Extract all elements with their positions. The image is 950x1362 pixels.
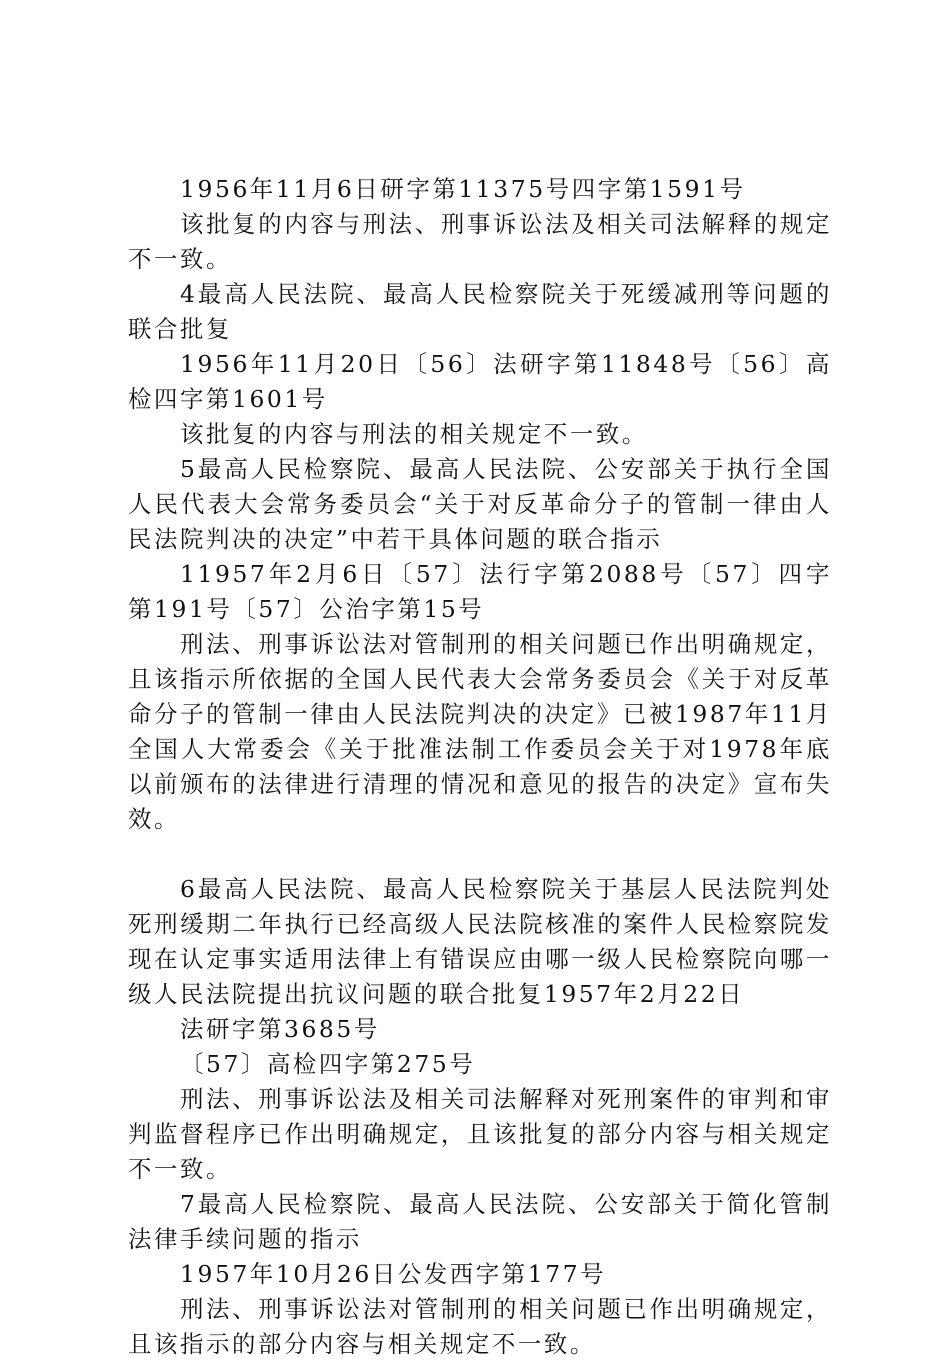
paragraph-document-number-1: 1956年11月6日研字第11375号四字第1591号 xyxy=(180,175,746,203)
paragraph-item-4-title: 4最高人民法院、最高人民检察院关于死缓减刑等问题的联合批复 xyxy=(128,280,832,343)
paragraph-document-number-6a: 法研字第3685号 xyxy=(180,1015,380,1043)
paragraph-note-6: 刑法、刑事诉讼法及相关司法解释对死刑案件的审判和审判监督程序已作出明确规定，且该批复的部分内容与相关规定不一致。 xyxy=(128,1085,832,1183)
paragraph-item-6-title: 6最高人民法院、最高人民检察院关于基层人民法院判处死刑缓期二年执行已经高级人民法院核准的案件人民检察院发现在认定事实适用法律上有错误应由哪一级人民检察院向哪一级人民法院提出抗议问题的联合批复1957年2月22日 xyxy=(128,875,832,1008)
paragraph-note-4: 该批复的内容与刑法的相关规定不一致。 xyxy=(180,420,648,448)
document-body xyxy=(128,172,832,1362)
paragraph-note-1: 该批复的内容与刑法、刑事诉讼法及相关司法解释的规定不一致。 xyxy=(128,210,832,273)
paragraph-item-7-title: 7最高人民检察院、最高人民法院、公安部关于简化管制法律手续问题的指示 xyxy=(128,1190,832,1253)
paragraph-document-number-4: 1956年11月20日〔56〕法研字第11848号〔56〕高检四字第1601号 xyxy=(128,350,832,413)
paragraph-document-number-5: 11957年2月6日〔57〕法行字第2088号〔57〕四字第191号〔57〕公治字第15号 xyxy=(128,560,832,623)
paragraph-note-7: 刑法、刑事诉讼法对管制刑的相关问题已作出明确规定，且该指示的部分内容与相关规定不一致。 xyxy=(128,1295,832,1358)
paragraph-item-5-title: 5最高人民检察院、最高人民法院、公安部关于执行全国人民代表大会常务委员会“关于对反革命分子的管制一律由人民法院判决的决定”中若干具体问题的联合指示 xyxy=(128,455,832,553)
paragraph-document-number-6b: 〔57〕高检四字第275号 xyxy=(180,1050,476,1078)
paragraph-note-5: 刑法、刑事诉讼法对管制刑的相关问题已作出明确规定，且该指示所依据的全国人民代表大会常务委员会《关于对反革命分子的管制一律由人民法院判决的决定》已被1987年11月全国人大常委会《关于批准法制工作委员会关于对1978年底以前颁布的法律进行清理的情况和意见的报告的决定》宣布失效。 xyxy=(128,630,832,833)
paragraph-document-number-7: 1957年10月26日公发西字第177号 xyxy=(180,1260,607,1288)
